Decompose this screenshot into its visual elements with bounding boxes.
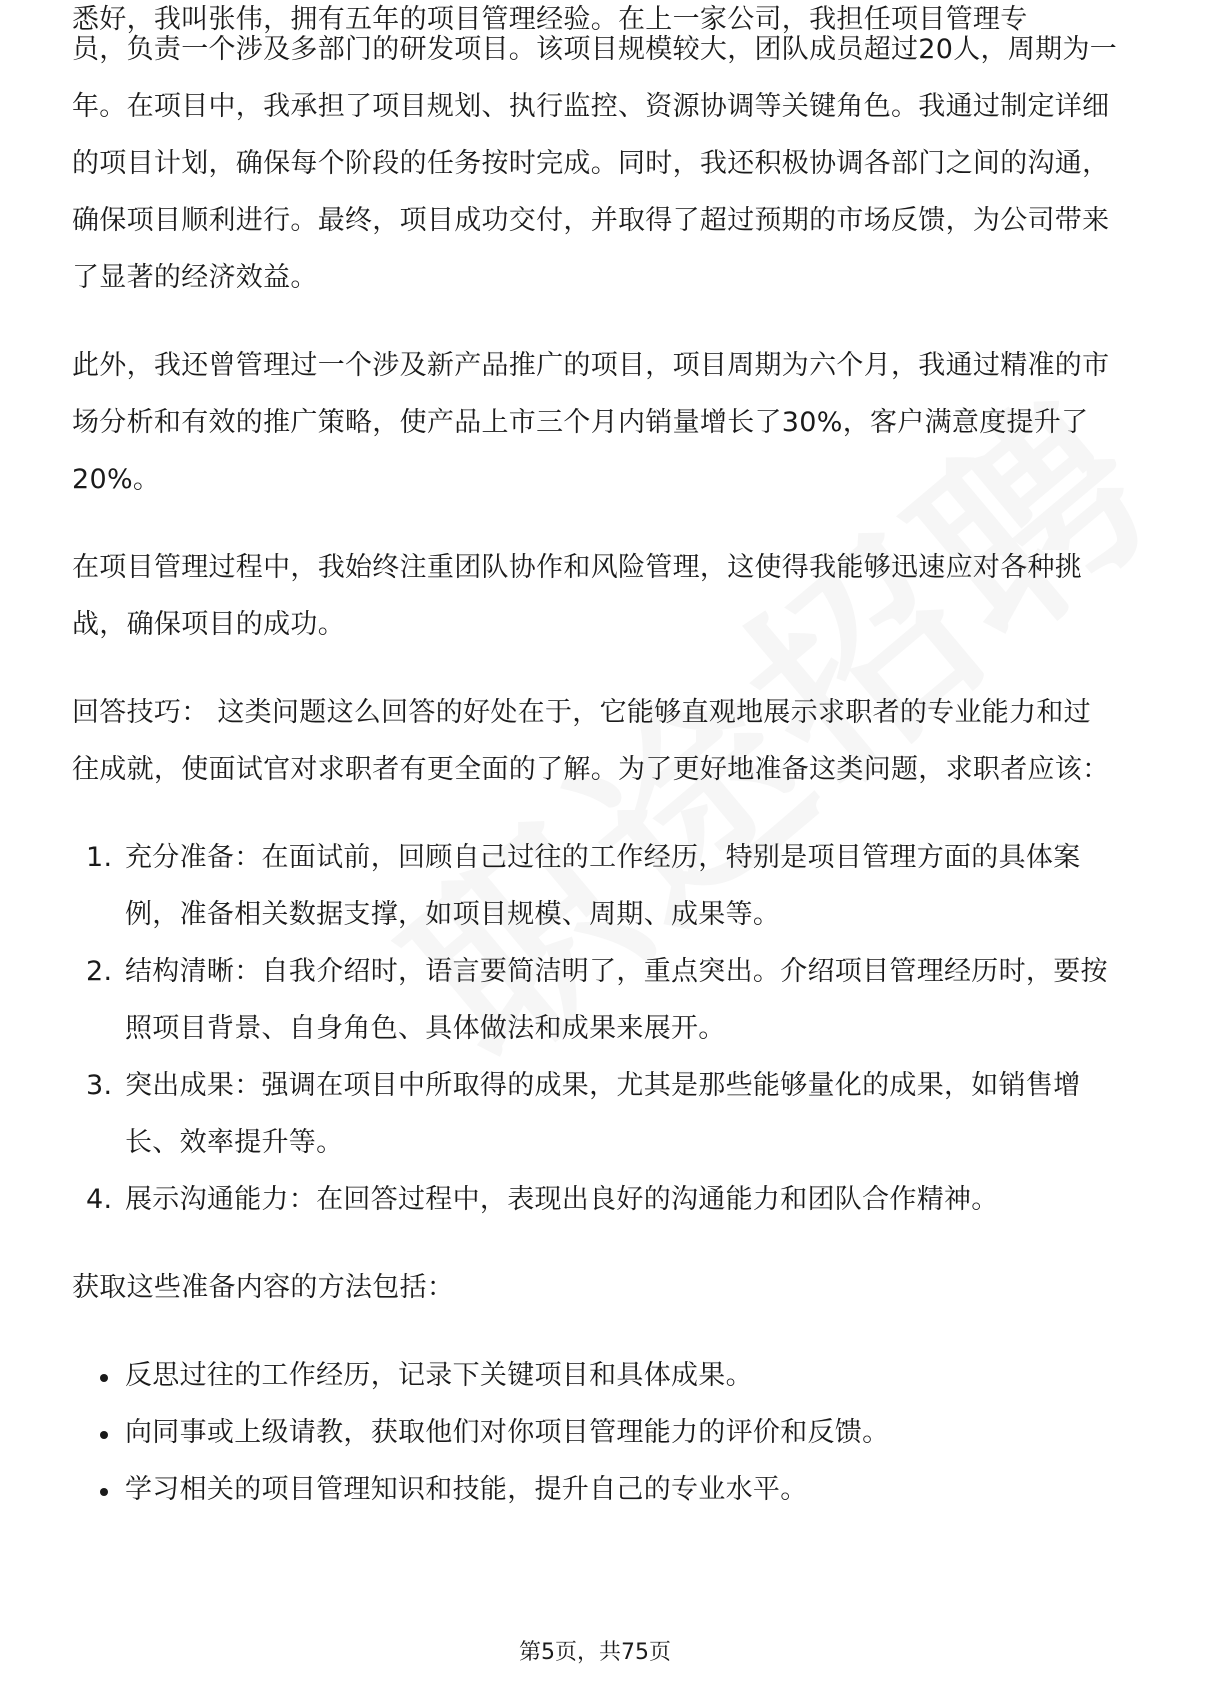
paragraph-answer-tips: 回答技巧： 这类问题这么回答的好处在于，它能够直观地展示求职者的专业能力和过往成就，使面试官对求职者有更全面的了解。为了更好地准备这类问题，求职者应该： bbox=[72, 697, 1110, 785]
list-item-text: 展示沟通能力：在回答过程中，表现出良好的沟通能力和团队合作精神。 bbox=[125, 1184, 999, 1215]
list-item bbox=[72, 1461, 1118, 1518]
list-item-text: 结构清晰：自我介绍时，语言要简洁明了，重点突出。介绍项目管理经历时，要按照项目背景、自身角色、具体做法和成果来展开。 bbox=[125, 956, 1108, 1044]
list-item bbox=[72, 1171, 1118, 1228]
list-item-text: 反思过往的工作经历，记录下关键项目和具体成果。 bbox=[125, 1360, 753, 1391]
tips-list bbox=[72, 829, 1118, 1228]
list-item bbox=[72, 1404, 1118, 1461]
list-item bbox=[72, 1057, 1118, 1171]
paragraph-product-promotion: 此外，我还曾管理过一个涉及新产品推广的项目，项目周期为六个月，我通过精准的市场分析和有效的推广策略，使产品上市三个月内销量增长了30%，客户满意度提升了20%。 bbox=[72, 350, 1110, 495]
list-item bbox=[72, 1347, 1118, 1404]
list-item bbox=[72, 943, 1118, 1057]
bullet-icon bbox=[100, 1374, 108, 1382]
paragraph-risk-management: 在项目管理过程中，我始终注重团队协作和风险管理，这使得我能够迅速应对各种挑战，确保项目的成功。 bbox=[72, 552, 1083, 640]
page-number: 第5页，共75页 bbox=[519, 1640, 671, 1665]
cut-off-top-line: 悉好，我叫张伟，拥有五年的项目管理经验。在上一家公司，我担任项目管理专 bbox=[72, 4, 1028, 35]
bullet-icon bbox=[100, 1431, 108, 1439]
paragraph-methods-intro: 获取这些准备内容的方法包括： bbox=[72, 1272, 455, 1303]
paragraph-project-experience: 员，负责一个涉及多部门的研发项目。该项目规模较大，团队成员超过20人，周期为一年。在项目中，我承担了项目规划、执行监控、资源协调等关键角色。我通过制定详细的项目计划，确保每个阶段的任务按时完成。同时，我还积极协调各部门之间的沟通，确保项目顺利进行。最终，项目成功交付，并取得了超过预期的市场反馈，为公司带来了显著的经济效益。 bbox=[72, 34, 1118, 293]
methods-list bbox=[72, 1347, 1118, 1518]
list-item bbox=[72, 829, 1118, 943]
list-number: 1. bbox=[86, 842, 113, 873]
bullet-icon bbox=[100, 1488, 108, 1496]
list-item-text: 突出成果：强调在项目中所取得的成果，尤其是那些能够量化的成果，如销售增长、效率提升等。 bbox=[125, 1070, 1081, 1158]
list-number: 4. bbox=[86, 1184, 113, 1215]
list-number: 3. bbox=[86, 1070, 113, 1101]
list-item-text: 学习相关的项目管理知识和技能，提升自己的专业水平。 bbox=[125, 1474, 808, 1505]
list-number: 2. bbox=[86, 956, 113, 987]
list-item-text: 充分准备：在面试前，回顾自己过往的工作经历，特别是项目管理方面的具体案例，准备相关数据支撑，如项目规模、周期、成果等。 bbox=[125, 842, 1081, 930]
list-item-text: 向同事或上级请教，获取他们对你项目管理能力的评价和反馈。 bbox=[125, 1417, 890, 1448]
page-content bbox=[72, 4, 1118, 1518]
